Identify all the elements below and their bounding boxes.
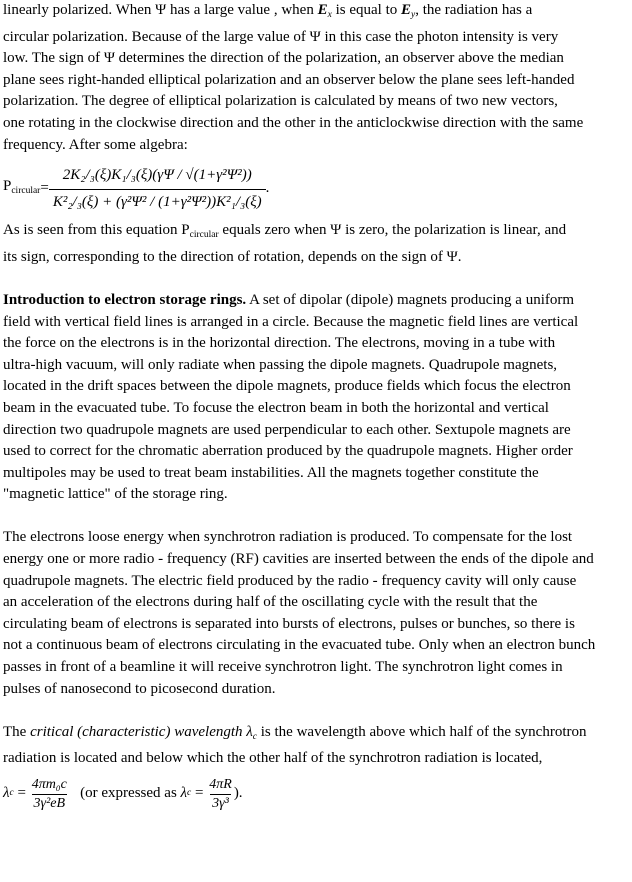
intro-line-7: frequency. After some algebra:: [3, 136, 188, 153]
critical-wavelength-formulas: λ c = $\frac{\text{4πm₀c}}{\text{3γ²eB}}$ (or expressed as λ c = $\frac{4\pi R}{\text{3γ³}}$ ).: [3, 776, 243, 811]
storage-line-5: located in the drift spaces between the dipole magnets, produce fields which focus the electron: [3, 378, 571, 395]
storage-line-2: field with vertical field lines is arranged in a circle. Because the magnetic field lines are vertical: [3, 313, 579, 330]
formula-numerator: 2K₂/₃(ξ)K₁/₃(ξ)(γΨ / √(1+γ²Ψ²)): [62, 167, 252, 184]
critical-line-2: radiation is located and below which the other half of the synchrotron radiation is located,: [3, 750, 543, 767]
storage-rings-paragraph: [3, 290, 627, 506]
energy-line-5: circulating beam of electrons is separated into bursts of electrons, pulses or bunches, so there is: [3, 615, 575, 632]
storage-line-4: ultra-high vacuum, will only radiate when passing the dipole magnets. Quadrupole magnets,: [3, 356, 558, 373]
intro-paragraph: [3, 0, 627, 156]
energy-line-3: quadrupole magnets. The electric field produced by the radio - frequency cavity will only cause: [3, 572, 577, 589]
formula-lhs: $P_{circular}$: [3, 177, 41, 196]
storage-line-7: direction two quadrupole magnets are used perpendicular to each other. Sextupole magnets are: [3, 421, 571, 438]
energy-paragraph: [3, 527, 627, 700]
storage-line-9: multipoles may be used to treat beam instabilities. All the magnets together constitute the: [3, 464, 539, 481]
energy-line-4: an acceleration of the electrons during half of the oscillating cycle with the result that the: [3, 594, 538, 611]
critical-wavelength-paragraph: [3, 722, 627, 816]
critical-formula-1: $\frac{\text{4πm₀c}}{\text{3γ²eB}}$: [31, 776, 67, 811]
intro-line-4: plane sees right-handed elliptical polarization and an observer below the plane sees left-handed: [3, 71, 575, 88]
document-body: [3, 0, 627, 816]
formula-denominator: K²₂/₃(ξ) + (γ²Ψ² / (1+γ²Ψ²))K²₁/₃(ξ): [49, 189, 266, 214]
intro-line-1: linearly polarized. When Ψ has a large value , when $E_x$ is equal to $E_y$, the radiation has a: [3, 2, 533, 20]
intro-line-5: polarization. The degree of elliptical polarization is calculated by means of two new vectors,: [3, 93, 558, 110]
energy-line-8: pulses of nanosecond to picosecond duration.: [3, 680, 276, 697]
storage-line-10: "magnetic lattice" of the storage ring.: [3, 486, 228, 503]
storage-line-8: used to correct for the chromatic aberration produced by the quadrupole magnets. Higher order: [3, 443, 573, 460]
energy-line-2: energy one or more radio - frequency (RF) cavities are inserted between the ends of the dipole and: [3, 551, 594, 568]
section-heading: Introduction to electron storage rings.: [3, 291, 247, 308]
storage-line-1: Introduction to electron storage rings. A set of dipolar (dipole) magnets producing a uniform: [3, 291, 575, 308]
formula-equals: =: [40, 180, 49, 197]
after-formula-line-2: its sign, corresponding to the direction of rotation, depends on the sign of Ψ.: [3, 248, 462, 265]
after-formula-paragraph: [3, 220, 627, 268]
energy-line-6: not a continuous beam of electrons circulating in the evacuated tube. Only when an electron bunch: [3, 637, 596, 654]
formula-fraction: [49, 165, 266, 213]
critical-line-1: The critical (characteristic) wavelength $\lambda_c$ is the wavelength above which half of the synchrotron: [3, 723, 587, 742]
storage-line-6: beam in the evacuated tube. To focuse the electron beam in both the horizontal and vertical: [3, 399, 549, 416]
polarization-formula: [3, 158, 627, 220]
intro-line-6: one rotating in the clockwise direction and the other in the anticlockwise direction with the same: [3, 114, 584, 131]
formula-period: .: [265, 180, 270, 197]
intro-line-3: low. The sign of Ψ determines the direction of the polarization, an observer above the median: [3, 50, 564, 67]
energy-line-1: The electrons loose energy when synchrotron radiation is produced. To compensate for the lost: [3, 529, 573, 546]
energy-line-7: passes in front of a beamline it will receive synchrotron light. The synchrotron light comes in: [3, 659, 563, 676]
intro-line-2: circular polarization. Because of the large value of Ψ in this case the photon intensity is very: [3, 28, 559, 45]
storage-line-3: the force on the electrons is in the horizontal direction. The electrons, moving in a tube with: [3, 335, 556, 352]
after-formula-line-1: As is seen from this equation $P_{circular}$ equals zero when Ψ is zero, the polarization is linear, and: [3, 222, 567, 241]
critical-formula-2: $\frac{4\pi R}{\text{3γ³}}$: [209, 776, 232, 811]
